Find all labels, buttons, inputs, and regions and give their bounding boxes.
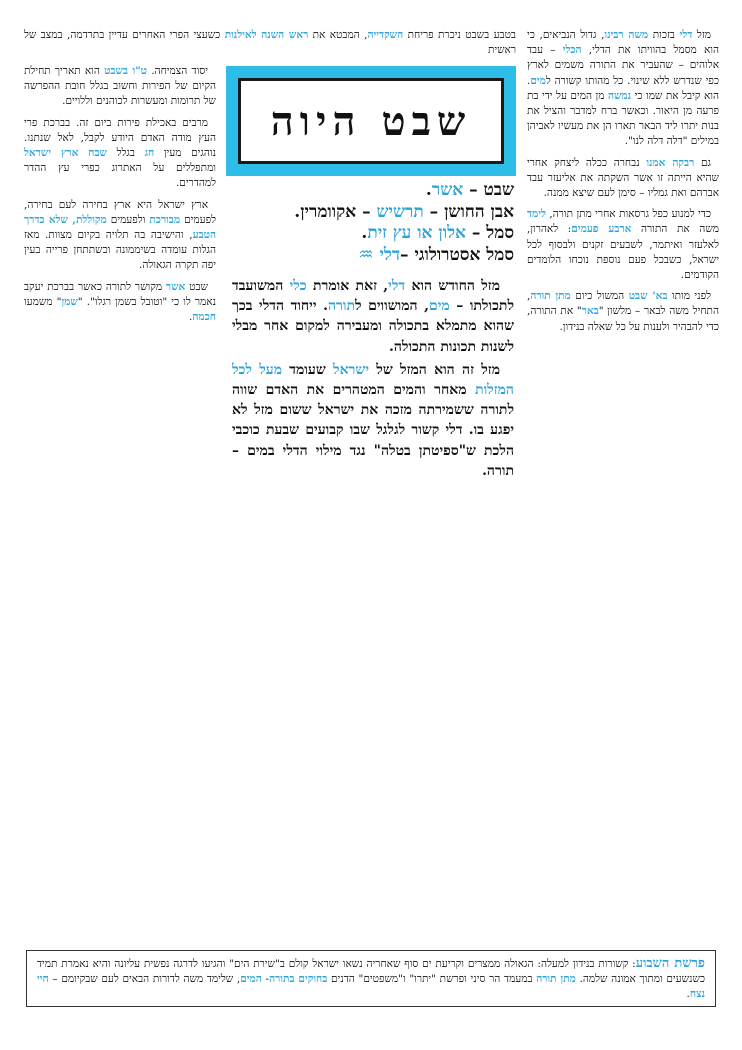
- highlight: משה רבינו: [604, 29, 649, 41]
- center-column: [232, 180, 514, 484]
- highlight: כלי: [289, 278, 307, 294]
- highlight: שבח ארץ ישראל: [24, 147, 107, 160]
- paragraph: [232, 276, 514, 357]
- text-run: הוא תאריך תחילת הקיום של הפירות וחשוב בגלל חובת ההפרשה של תרומות ומעשרות לכוהנים וללויים.: [24, 65, 216, 108]
- fact-value: אלון או עץ זית: [367, 223, 466, 243]
- highlight: לימד: [527, 208, 546, 221]
- fact-stone: [232, 202, 514, 224]
- highlight: תורה: [327, 298, 356, 315]
- fact-end: – אקוומרין.: [294, 201, 377, 222]
- aquarius-icon: ♒: [358, 244, 374, 265]
- highlight: דלי: [679, 29, 693, 41]
- text-run: משה את התורה: [631, 223, 719, 236]
- text-run: – עבד אלוהים – שהעביר את התורה משמים לארץ כפי שנדרש ללא שינוי. כל מהותו קשורה ל: [527, 44, 719, 87]
- highlight: רבקה אמנו: [646, 156, 695, 169]
- text-run: . הוא קיבל את שמו כי: [527, 74, 719, 102]
- weekly-portion-box: [26, 950, 716, 1007]
- highlight: ארבע פעמים: [571, 223, 632, 236]
- text-run: , שלימד משה לדורות הבאים לעם שבקיומם –: [48, 973, 241, 985]
- text-run: במעמד הר סיני ופרשת "יתרו" ו"משפטים" הדנים: [327, 973, 537, 985]
- paragraph: [527, 28, 719, 150]
- text-run: כשעצי הפרי האחרים עדיין בתרדמה, במצב של ראשית: [24, 29, 516, 56]
- fact-symbol: [232, 223, 514, 245]
- left-column: [24, 64, 216, 331]
- text-run: , המבטא את: [308, 29, 368, 41]
- paragraph: [24, 280, 216, 326]
- paragraph: [24, 64, 216, 110]
- text-run: בטבע בשבט ניכרת פריחת: [403, 29, 516, 41]
- text-run: מקושר לתורה כאשר בברכת יעקב נאמר לו כי "וטובל בשמן רגלו". ": [24, 280, 216, 308]
- highlight: אשר: [165, 280, 186, 293]
- title-frame: [226, 66, 516, 176]
- fact-label: סמל אסטרולוגי –: [400, 244, 514, 265]
- highlight: מעל לכל המזלות: [232, 361, 514, 399]
- fact-value: תרשיש: [376, 201, 424, 222]
- fact-label: שבט –: [463, 180, 514, 200]
- text-run: ארץ ישראל היא ארץ בחירה לעם בחירה, לפעמים: [24, 198, 217, 226]
- text-run: : קשורות בנידון למעלה: הגאולה ממצרים וקריעת ים סוף שאחריה נשאו ישראל קולם ב"שירת הים" והגיעו לדרגה נפשית עליונה והיא נאמרת תמיד כשנשעים ומתוך אמונה שלמה.: [37, 958, 706, 985]
- paragraph: [527, 207, 719, 283]
- text-run: ומתפללים על האתרוג כפרי עץ ההדר למהדרים.: [24, 162, 216, 190]
- fact-end: .: [361, 223, 368, 243]
- highlight: המים: [240, 973, 262, 985]
- highlight: ט"ו בשבט: [104, 65, 148, 77]
- text-run: מזל: [692, 29, 711, 41]
- weekly-portion-title: פרשת השבוע: [635, 956, 706, 971]
- text-run: מרבים באכילת פירות ביום זה. בברכת פרי העץ מודה האדם היודע לקבל, לאל שנתנו. נוהגים מעין: [24, 116, 217, 160]
- highlight-almond: השקדייה: [367, 29, 404, 41]
- tribe-facts: [232, 180, 514, 266]
- text-run: , זאת אומרת: [306, 278, 389, 294]
- highlight: שמן: [61, 295, 78, 308]
- fact-zodiac: [232, 245, 514, 267]
- center-body: [232, 276, 514, 481]
- text-run: בזכות: [648, 29, 680, 41]
- text-run: " משמעו: [24, 295, 62, 308]
- paragraph: [527, 289, 719, 335]
- highlight: דלי: [388, 278, 406, 294]
- highlight: ישראל: [333, 361, 370, 378]
- text-run: .: [686, 988, 690, 1000]
- highlight: מתן תורה: [536, 973, 576, 985]
- highlight: נמשה: [607, 89, 632, 102]
- text-run: שעומד: [282, 361, 334, 378]
- text-run: המשועבד לתכולתו –: [232, 278, 514, 315]
- text-run: מן המים על ידי בת פרעה מן היאור. וכאשר ברח למדבר והציל את בנות יתרו ליד הבאר תארו הן את מעשיו לאביהן במילים "דלה דלה לנו".: [527, 89, 719, 148]
- page-title: שבט היוה: [238, 78, 504, 164]
- fact-value: אשר: [431, 180, 464, 200]
- text-run: " את התורה, כדי להבהיר ולענות על כל שאלה בנידון.: [527, 305, 719, 333]
- paragraph: [527, 156, 719, 202]
- highlight: חיי נצח: [37, 973, 705, 1000]
- text-run: המשול כיום: [570, 290, 629, 303]
- highlight: מקוללת, שלא כדרך הטבע: [24, 213, 216, 242]
- text-run: גם: [694, 156, 711, 169]
- intro-paragraph: [24, 28, 516, 58]
- text-run: , והישיבה בה תלויה בקיום מצוות. מאז הגלות עומדה בשיממונה וכשתתחן פרייה בעין יפה תקרה הגאולה.: [24, 229, 216, 272]
- text-run: יסוד הצמיחה.: [147, 65, 208, 77]
- fact-label: אבן החושן –: [423, 201, 514, 222]
- text-run: שבט: [185, 280, 208, 293]
- highlight: מים: [530, 74, 546, 87]
- fact-tribe: [232, 180, 514, 202]
- text-run: , המושווים ל: [355, 298, 429, 315]
- highlight: מים: [428, 298, 450, 315]
- text-run: . ייחוד הדלי בכך שהוא מתמלא בתכולה ומעבירה למקום אחר מבלי לשנות תכונות התכולה.: [232, 298, 514, 355]
- highlight: מתן תורה: [530, 290, 571, 303]
- text-run: מזל החודש הוא: [405, 278, 501, 294]
- text-run: לפני מותו: [667, 290, 712, 303]
- highlight: הכלי: [562, 44, 582, 57]
- text-run: .: [189, 311, 193, 324]
- text-run: מזל זה הוא המזל של: [369, 361, 501, 378]
- highlight: חג: [144, 147, 155, 160]
- text-run: , התחיל משה לבאר – מלשון ": [527, 290, 719, 318]
- highlight: בחוקים בתורה: [269, 973, 328, 985]
- paragraph: [232, 360, 514, 481]
- text-run: ולפעמים: [106, 213, 150, 226]
- text-run: נבחרה ככלה ליצחק אחרי שהיא הייתה זו אשר השקתה את אליעזר עבד אברהם ואת גמליו – סימן לעם שיצא ממנה.: [527, 156, 719, 200]
- fact-label: סמל –: [465, 223, 514, 243]
- text-run: מאחר והמים המטהרים את האדם שווה לתורה ששמירתה מזכה את ישראל ששום מזל לא יפגע בו. דלי קשור לגלגל שבו קבועים שבעת כוכבי הלכת ש"ספיטתן בטלה" נגד מילוי הדלי במים – תורה.: [232, 382, 514, 479]
- highlight: בא' שבט: [628, 290, 668, 303]
- highlight: מבורכת: [149, 213, 181, 226]
- highlight: חכמה: [192, 311, 216, 324]
- highlight: באר: [581, 305, 599, 318]
- highlight-new-year-trees: ראש השנה לאילנות: [224, 29, 309, 41]
- right-column: [527, 28, 719, 341]
- text-run: -: [261, 973, 270, 985]
- text-run: , גדול הנביאים, כי הוא מסמל בהוויתו את הדלי,: [527, 29, 719, 57]
- text-run: : לאהרון, לאלעזר ואיתמר, לשבעים זקנים ולבסוף לכל ישראל, כשבכל פעם נוספת נוכחו הלומדים הקודמים.: [527, 223, 719, 282]
- fact-value: דלי: [379, 244, 401, 265]
- paragraph: [24, 198, 216, 274]
- paragraph: [24, 116, 216, 192]
- fact-end: .: [425, 180, 432, 200]
- text-run: כדי למנוע כפל גרסאות אחרי מתן תורה,: [545, 208, 711, 221]
- text-run: בגלל: [106, 147, 145, 160]
